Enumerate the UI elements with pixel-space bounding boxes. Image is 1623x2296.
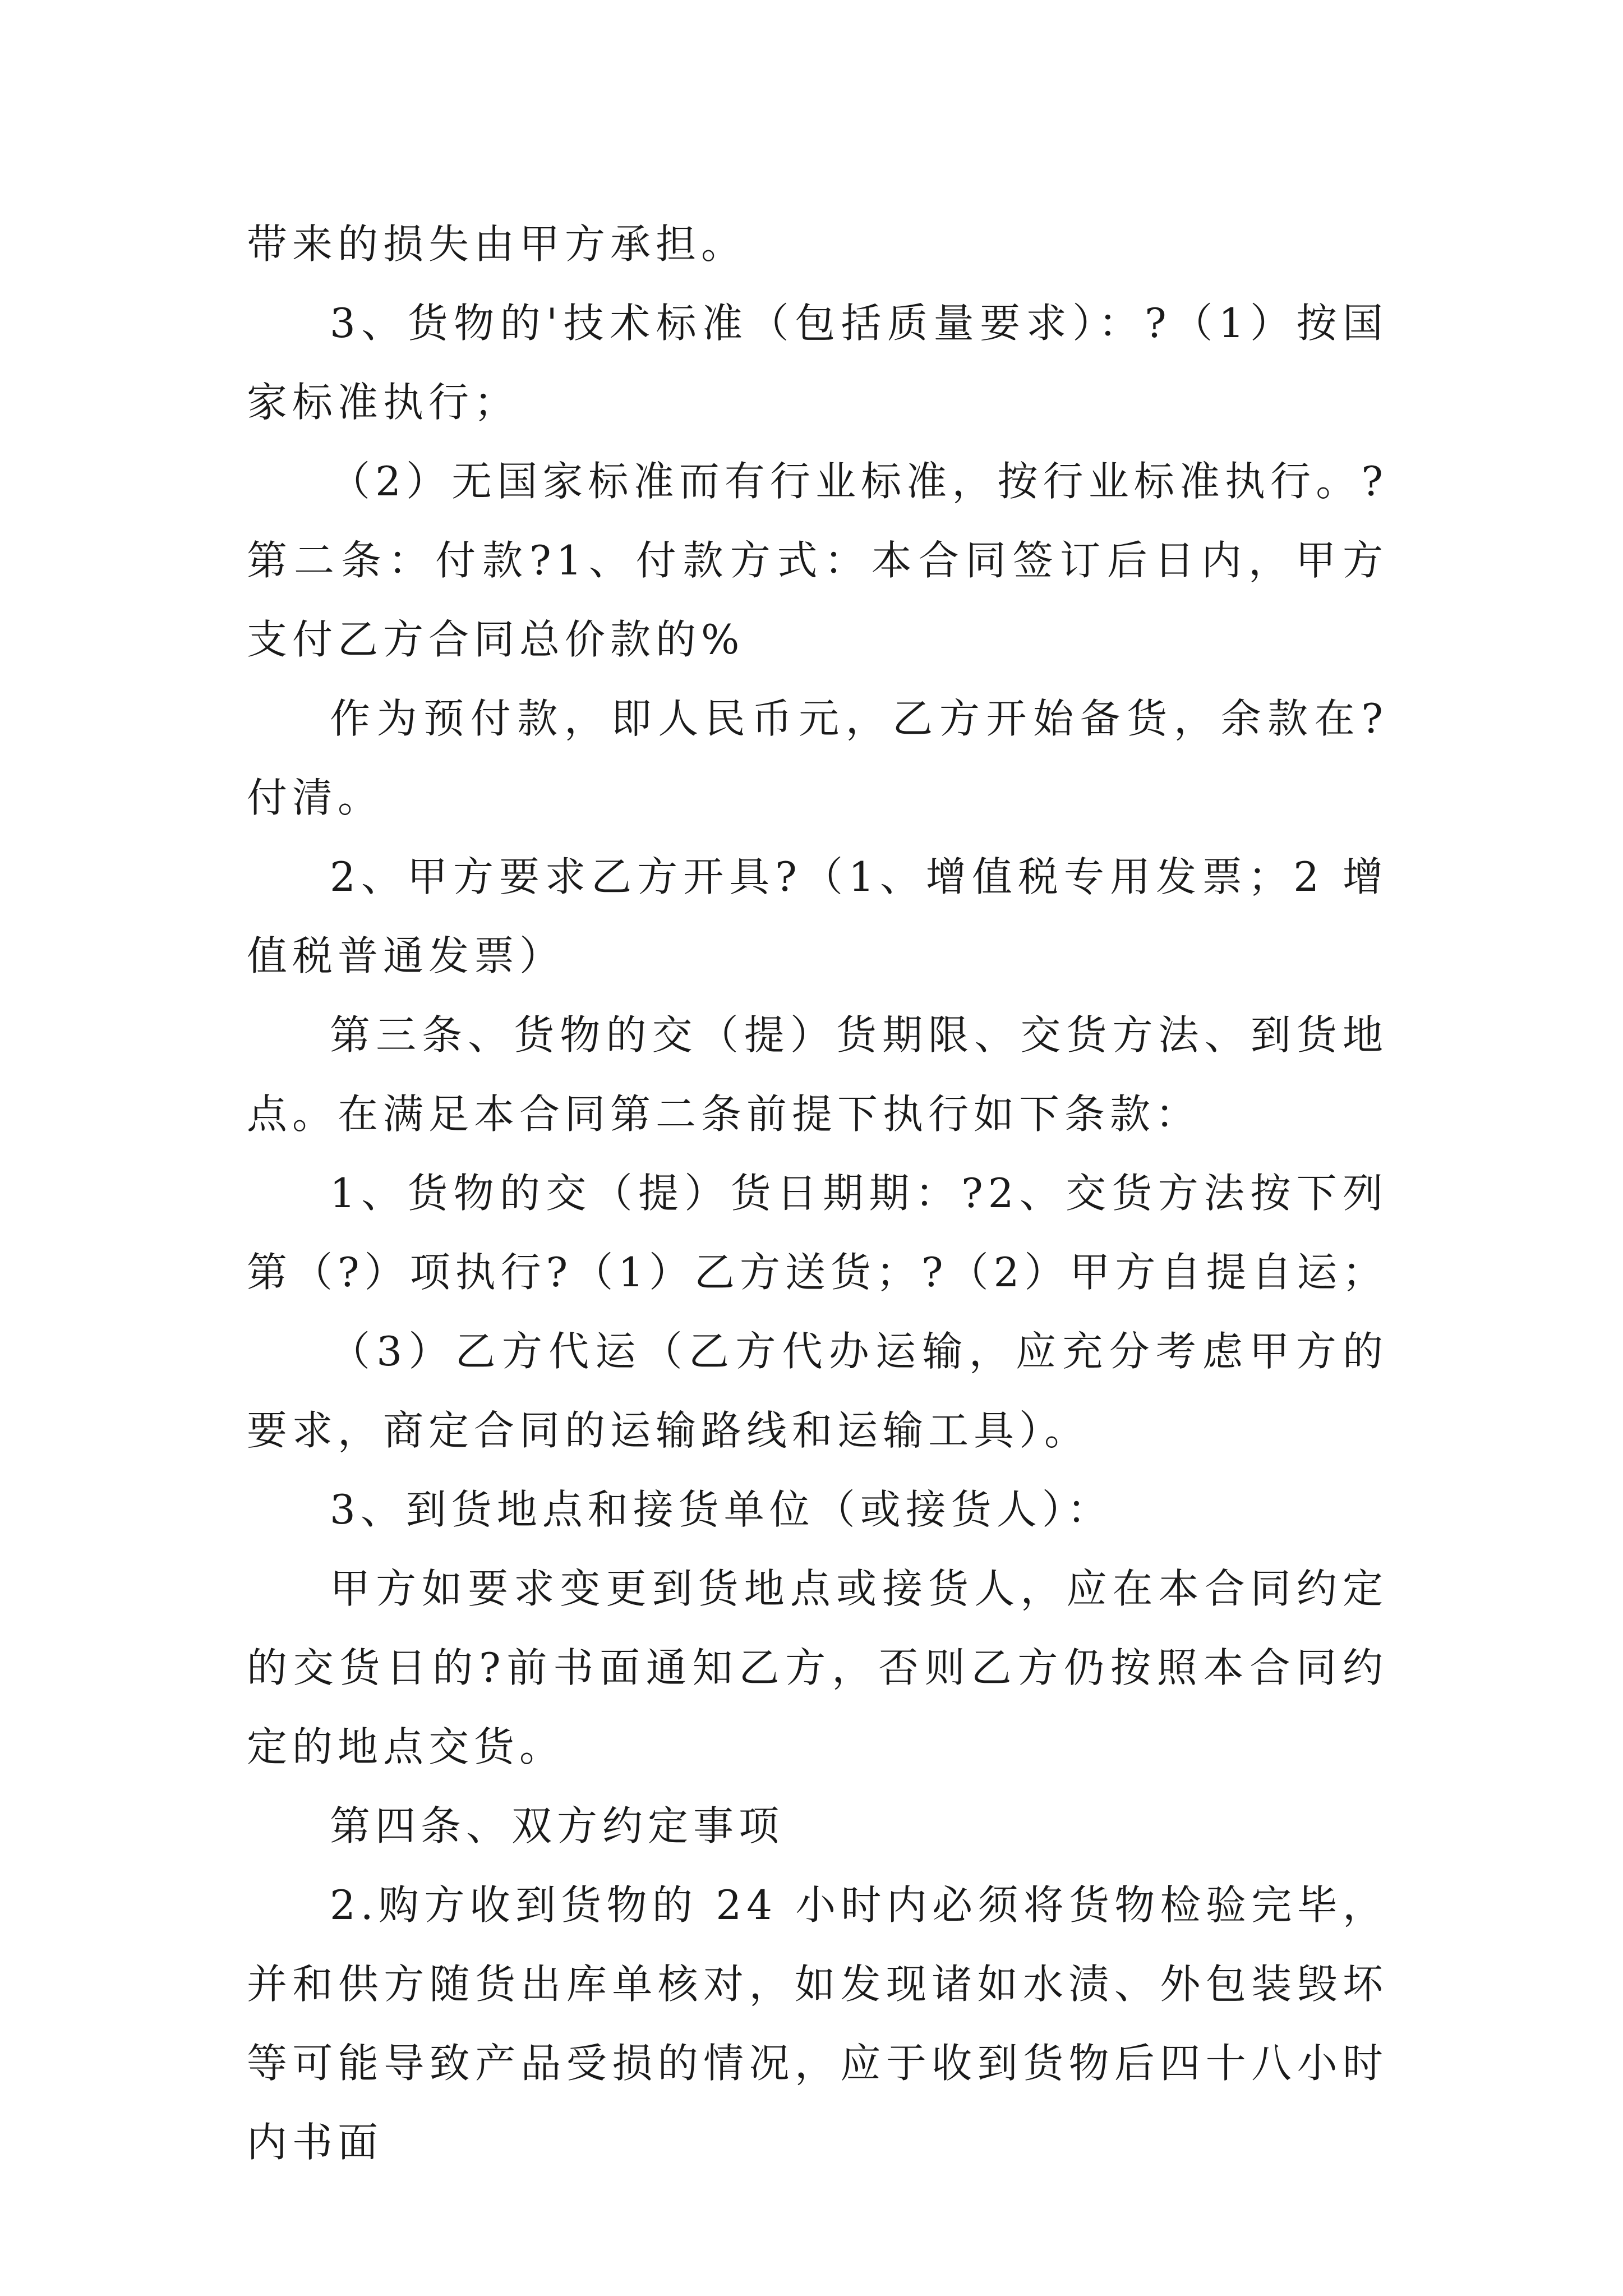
paragraph-delivery-date-method: 1、货物的交（提）货日期期：?2、交货方法按下列第（?）项执行?（1）乙方送货；?（2）甲方自提自运； [247, 1170, 1388, 1296]
paragraph-technical-standard: 3、货物的'技术标准（包括质量要求）：?（1）按国家标准执行； [247, 300, 1388, 426]
paragraph-article-three: 第三条、货物的交（提）货期限、交货方法、到货地点。在满足本合同第二条前提下执行如下条款： [247, 1011, 1388, 1138]
paragraph-inspection: 2.购方收到货物的 24 小时内必须将货物检验完毕，并和供方随货出库单核对，如发现诸如水渍、外包装毁坏等可能导致产品受损的情况，应于收到货物后四十八小时内书面 [247, 1881, 1388, 2166]
paragraph-agent-transport: （3）乙方代运（乙方代办运输，应充分考虑甲方的要求，商定合同的运输路线和运输工具）。 [247, 1328, 1388, 1454]
paragraph-article-four: 第四条、双方约定事项 [330, 1802, 785, 1849]
paragraph-change-location: 甲方如要求变更到货地点或接货人，应在本合同约定的交货日的?前书面通知乙方，否则乙方仍按照本合同约定的地点交货。 [247, 1565, 1388, 1770]
paragraph-loss-liability: 带来的损失由甲方承担。 [247, 220, 747, 268]
paragraph-prepayment: 作为预付款，即人民币元，乙方开始备货，余款在?付清。 [247, 695, 1388, 821]
paragraph-invoice: 2、甲方要求乙方开具?（1、增值税专用发票；2 增值税普通发票） [247, 853, 1388, 979]
paragraph-industry-standard-payment: （2）无国家标准而有行业标准，按行业标准执行。?第二条：付款?1、付款方式：本合同签订后日内，甲方支付乙方合同总价款的% [247, 458, 1388, 663]
paragraph-delivery-location: 3、到货地点和接货单位（或接货人）： [330, 1486, 1113, 1533]
contract-text [247, 205, 1388, 2182]
